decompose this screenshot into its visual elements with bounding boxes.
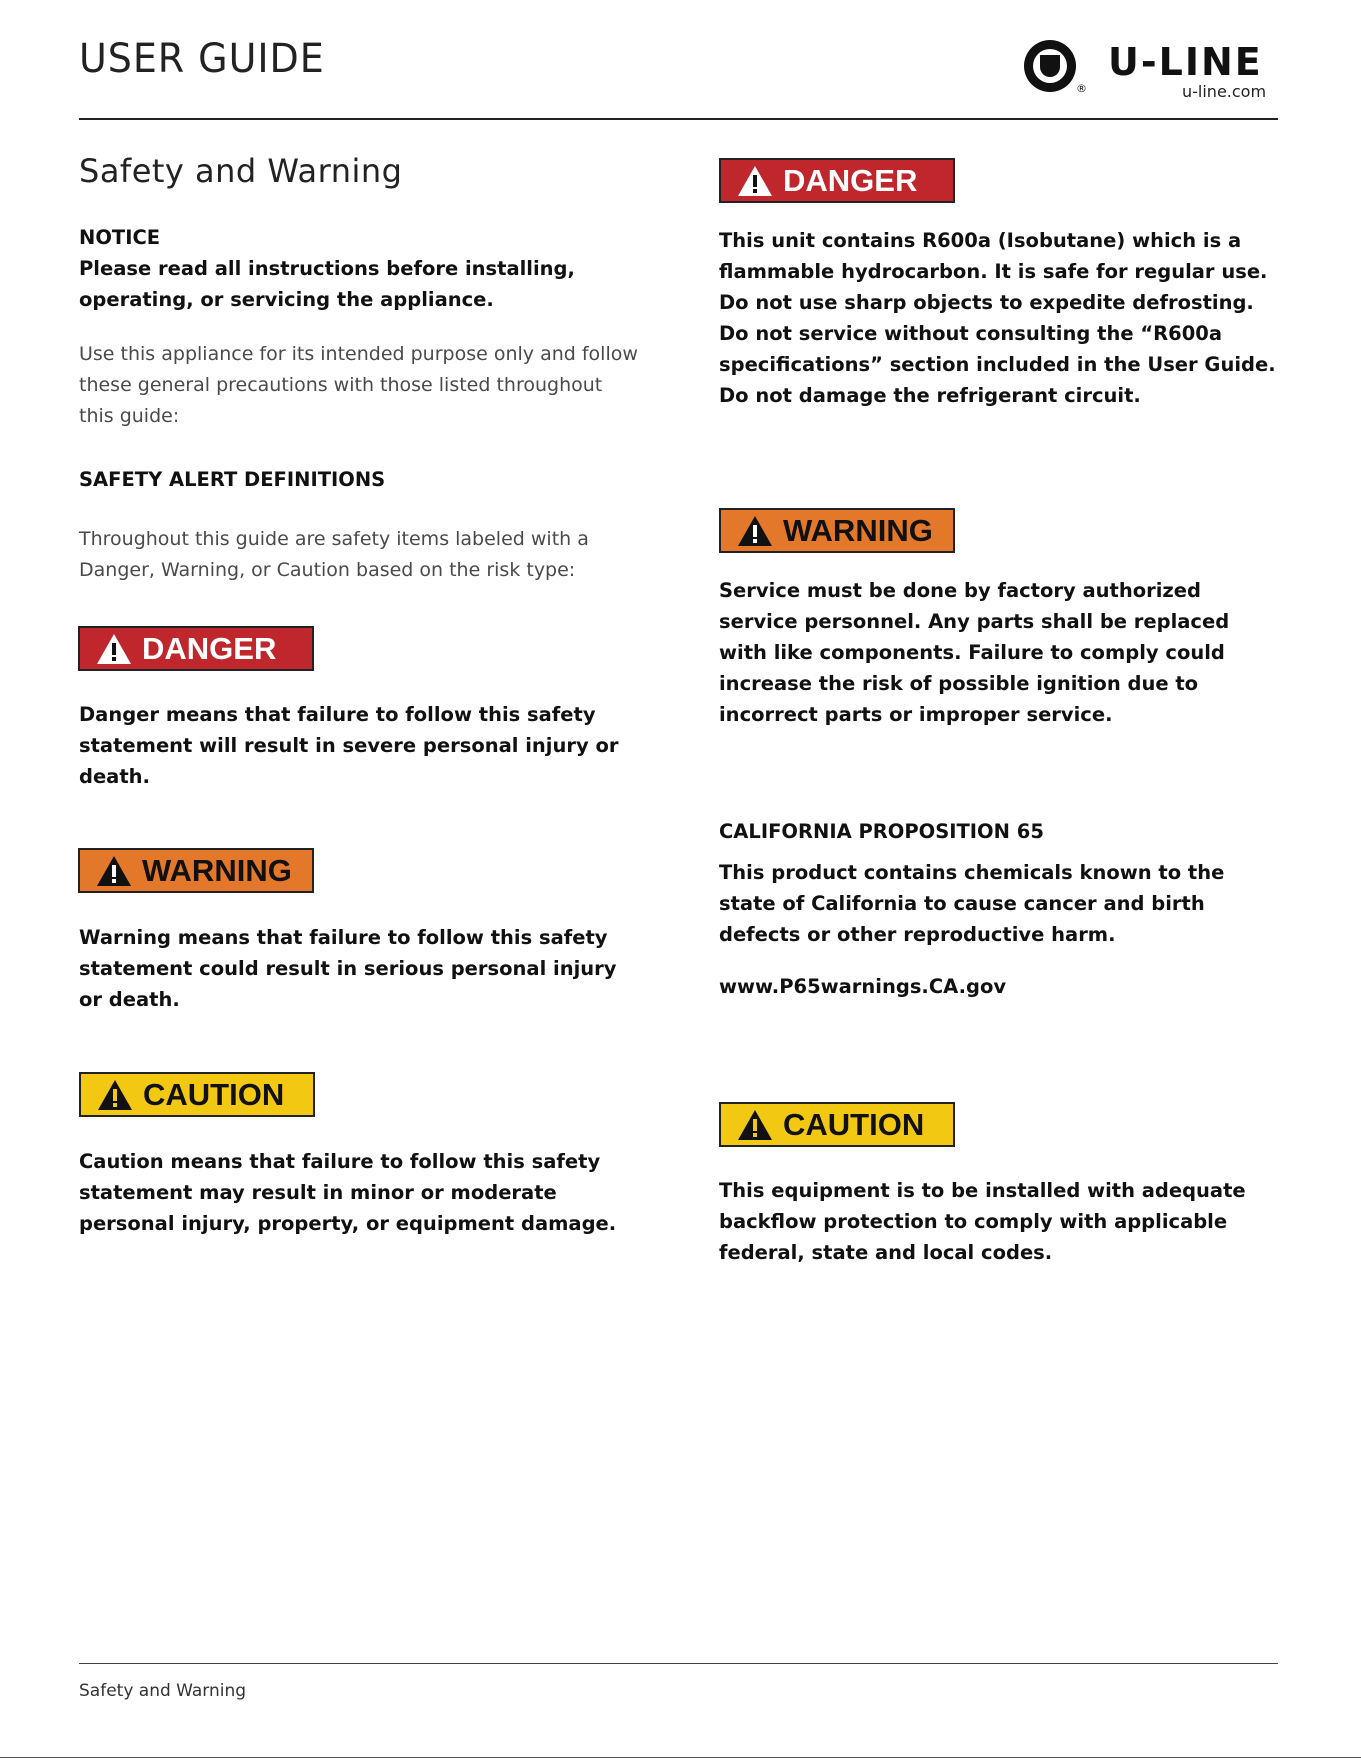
r600a-danger-text: This unit contains R600a (Isobutane) which is a flammable hydrocarbon. It is safe for regular use. Do not use sharp objects to expedite defrosting. Do not service without consulting the “R600a specifications” section included in the User Guide. Do not damage the refrigerant circuit. [719, 229, 1276, 407]
footer-section-label: Safety and Warning [79, 1681, 247, 1701]
danger-badge [719, 158, 955, 203]
intro-paragraph: Use this appliance for its intended purpose only and follow these general precautions with those listed throughout this guide: [79, 343, 638, 427]
header-divider [79, 118, 1278, 120]
prop65-heading: CALIFORNIA PROPOSITION 65 [719, 820, 1044, 843]
warning-definition: Warning means that failure to follow this safety statement could result in serious personal injury or death. [79, 926, 617, 1011]
caution-definition: Caution means that failure to follow this safety statement may result in minor or moderate personal injury, property, or equipment damage. [79, 1150, 617, 1235]
danger-badge-label: DANGER [142, 630, 277, 666]
warning-triangle-icon [737, 515, 773, 547]
backflow-caution-text: This equipment is to be installed with adequate backflow protection to comply with applicable federal, state and local codes. [719, 1179, 1246, 1264]
danger-badge-label: DANGER [783, 162, 918, 198]
notice-text: Please read all instructions before installing, operating, or servicing the appliance. [79, 257, 575, 311]
warning-badge [719, 508, 955, 553]
danger-definition: Danger means that failure to follow this safety statement will result in severe personal injury or death. [79, 703, 619, 788]
danger-badge [78, 626, 314, 671]
caution-badge [79, 1072, 315, 1117]
document-title: USER GUIDE [79, 36, 325, 82]
warning-triangle-icon [737, 165, 773, 197]
warning-badge-label: WARNING [142, 852, 292, 888]
warning-badge [78, 848, 314, 893]
definitions-intro: Throughout this guide are safety items labeled with a Danger, Warning, or Caution based on the risk type: [79, 528, 589, 581]
section-title: Safety and Warning [79, 152, 403, 190]
warning-triangle-icon [96, 633, 132, 665]
logo-registered-mark: ® [1076, 82, 1087, 95]
notice-heading: NOTICE [79, 226, 161, 249]
prop65-text: This product contains chemicals known to the state of California to cause cancer and birth defects or other reproductive harm. [719, 861, 1225, 946]
warning-triangle-icon [96, 855, 132, 887]
brand-logo[interactable] [1018, 36, 1278, 106]
page-edge-line [0, 1757, 1361, 1758]
caution-badge [719, 1102, 955, 1147]
logo-url[interactable]: u-line.com [1182, 82, 1267, 101]
caution-badge-label: CAUTION [783, 1106, 925, 1142]
definitions-heading: SAFETY ALERT DEFINITIONS [79, 468, 386, 491]
prop65-link[interactable]: www.P65warnings.CA.gov [719, 975, 1007, 998]
warning-badge-label: WARNING [783, 512, 933, 548]
footer-divider [79, 1663, 1278, 1664]
caution-badge-label: CAUTION [143, 1076, 285, 1112]
logo-mark-icon [1024, 40, 1076, 92]
service-warning-text: Service must be done by factory authorized service personnel. Any parts shall be replaced with like components. Failure to comply could increase the risk of possible ignition due to incorrect parts or improper service. [719, 579, 1230, 726]
logo-wordmark: U-LINE [1108, 40, 1263, 84]
warning-triangle-icon [97, 1079, 133, 1111]
warning-triangle-icon [737, 1109, 773, 1141]
